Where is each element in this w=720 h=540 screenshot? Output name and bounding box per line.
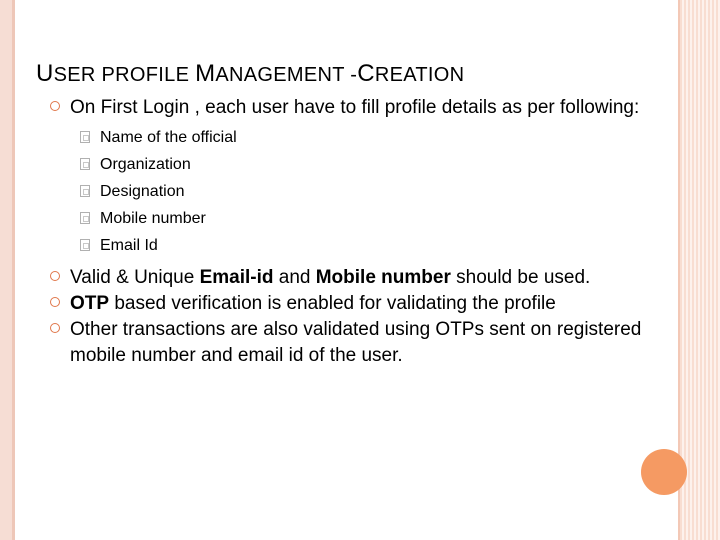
point4-text: Other transactions are also validated using OTPs sent on registered mobile number and email id of the user. bbox=[70, 319, 642, 366]
point2-bold-email: Email-id bbox=[199, 267, 274, 288]
profile-fields-list bbox=[80, 124, 650, 259]
title-word-user: SER bbox=[53, 64, 96, 86]
bullet-unique-ids bbox=[50, 265, 650, 291]
title-word-profile: PROFILE bbox=[101, 64, 190, 86]
field-item bbox=[80, 232, 650, 259]
field-item bbox=[80, 151, 650, 178]
bullet-intro bbox=[50, 95, 650, 121]
bullet-circle-icon bbox=[50, 323, 60, 333]
field-label: Name of the official bbox=[100, 129, 237, 146]
bullet-circle-icon bbox=[50, 101, 60, 111]
title-initial-m: M bbox=[195, 60, 216, 87]
intro-text: On First Login , each user have to fill profile details as per following: bbox=[70, 97, 640, 118]
slide-title bbox=[36, 60, 464, 88]
box-bullet-icon bbox=[80, 158, 90, 170]
right-striped-border bbox=[680, 0, 720, 540]
point2-text-b: and bbox=[273, 267, 316, 288]
point2-text-a: Valid & Unique bbox=[70, 267, 200, 288]
left-border bbox=[0, 0, 15, 540]
box-bullet-icon bbox=[80, 131, 90, 143]
point3-text: based verification is enabled for validating the profile bbox=[109, 293, 556, 314]
field-label: Organization bbox=[100, 156, 191, 173]
title-word-creation: REATION bbox=[374, 64, 465, 86]
field-item bbox=[80, 205, 650, 232]
bullet-otp bbox=[50, 291, 650, 317]
bullet-circle-icon bbox=[50, 271, 60, 281]
field-item bbox=[80, 178, 650, 205]
decorative-orange-circle bbox=[641, 449, 687, 495]
bullet-transactions bbox=[50, 317, 650, 369]
field-label: Email Id bbox=[100, 237, 158, 254]
point2-bold-mobile: Mobile number bbox=[315, 267, 451, 288]
point2-text-c: should be used. bbox=[450, 267, 591, 288]
field-label: Mobile number bbox=[100, 210, 206, 227]
box-bullet-icon bbox=[80, 212, 90, 224]
title-dash: - bbox=[350, 64, 358, 86]
title-initial-u: U bbox=[36, 60, 54, 87]
bullet-circle-icon bbox=[50, 297, 60, 307]
bullet-list bbox=[50, 95, 650, 369]
point3-bold-otp: OTP bbox=[70, 293, 110, 314]
title-initial-c: C bbox=[357, 60, 375, 87]
box-bullet-icon bbox=[80, 185, 90, 197]
box-bullet-icon bbox=[80, 239, 90, 251]
title-word-management: ANAGEMENT bbox=[215, 64, 345, 86]
field-item bbox=[80, 124, 650, 151]
field-label: Designation bbox=[100, 183, 185, 200]
